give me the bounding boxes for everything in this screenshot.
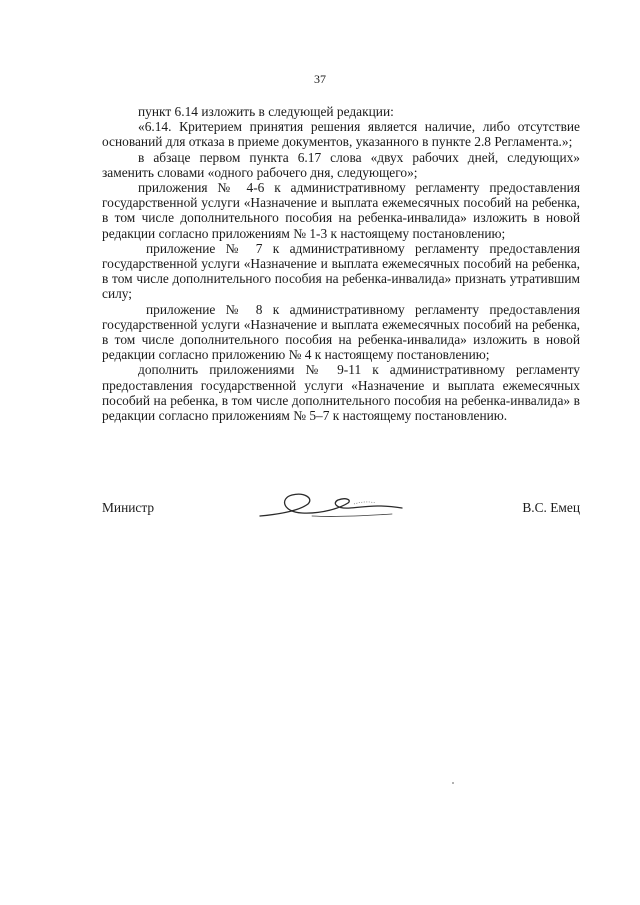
signer-title: Министр xyxy=(102,500,155,515)
paragraph-item-6-17: в абзаце первом пункта 6.17 слова «двух рабочих дней, следующих» заменить словами «одного рабочего дня, следующего»; xyxy=(102,149,580,180)
document-body xyxy=(102,104,580,423)
paragraph-appendices-4-6: приложения № 4-6 к административному регламенту предоставления государственной услуги «Назначение и выплата ежемесячных пособий на ребенка, в том числе дополнительного пособия на ребенка-инвалида» изложить в новой редакции согласно приложениям № 1-3 к настоящему постановлению; xyxy=(102,180,580,241)
signature-block xyxy=(102,498,580,528)
page-number: 37 xyxy=(314,72,326,86)
paragraph-item-6-14-intro: пункт 6.14 изложить в следующей редакции: xyxy=(138,104,394,119)
paragraph-appendix-8: приложение № 8 к административному регламенту предоставления государственной услуги «Назначение и выплата ежемесячных пособий на ребенка, в том числе дополнительного пособия на ребенка-инвалида» изложить в новой редакции согласно приложению № 4 к настоящему постановлению; xyxy=(102,301,580,363)
handwritten-signature-icon xyxy=(252,486,412,526)
signer-name: В.С. Емец xyxy=(522,500,580,515)
paragraph-appendices-9-11: дополнить приложениями № 9-11 к административному регламенту предоставления государственной услуги «Назначение и выплата ежемесячных пособий на ребенка, в том числе дополнительного пособия на ребенка-инвалида» в редакции согласно приложениям № 5–7 к настоящему постановлению. xyxy=(102,362,580,424)
paragraph-item-6-14-text: «6.14. Критерием принятия решения является наличие, либо отсутствие оснований для отказа в приеме документов, указанного в пункте 2.8 Регламента.»; xyxy=(102,119,580,150)
paragraph-appendix-7: приложение № 7 к административному регламенту предоставления государственной услуги «Назначение и выплата ежемесячных пособий на ребенка, в том числе дополнительного пособия на ребенка-инвалида» признать утратившим силу; xyxy=(102,240,580,302)
scan-speck xyxy=(452,782,454,784)
